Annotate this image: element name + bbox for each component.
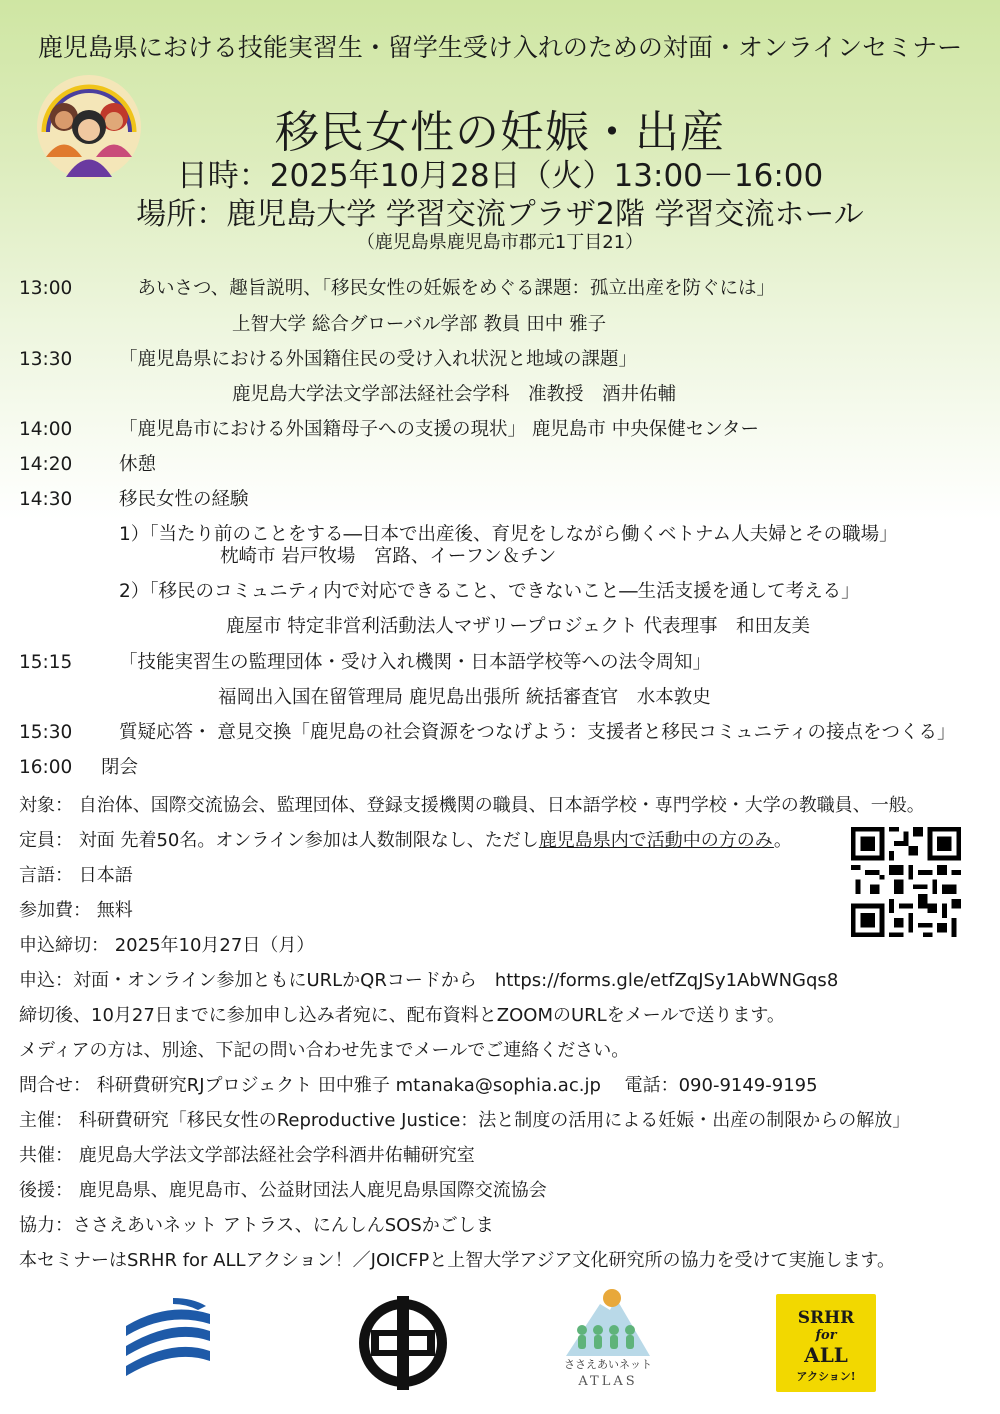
event-venue: 場所：鹿児島大学 学習交流プラザ2階 学習交流ホール [136, 197, 864, 232]
srhr-logo-line1: SRHR [797, 1308, 855, 1328]
schedule-text: 「鹿児島市における外国籍母子への支援の現状」 鹿児島市 中央保健センター [119, 419, 760, 440]
schedule-talk: 2）「移民のコミュニティ内で対応できること、できないこと―生活支援を通して考える」 [119, 581, 860, 602]
info-contact[interactable]: 問合せ： 科研費研究RJプロジェクト 田中雅子 mtanaka@sophia.ac.jp 電話：090-9149-9195 [19, 1075, 818, 1096]
schedule-time: 16:00 [19, 757, 73, 778]
atlas-logo-en: ATLAS [578, 1374, 638, 1389]
srhr-for-all-logo [776, 1294, 876, 1392]
info-deadline: 申込締切： 2025年10月27日（月） [19, 935, 315, 956]
schedule-text: 休憩 [119, 454, 157, 475]
info-cooperation: 協力：ささえあいネット アトラス、にんしんSOSかごしま [19, 1215, 494, 1236]
atlas-logo-jp: ささえあいネット [564, 1358, 652, 1371]
top-title: 鹿児島県における技能実習生・留学生受け入れのための対面・オンラインセミナー [37, 33, 963, 62]
schedule-row [19, 753, 138, 779]
schedule-speaker: 鹿屋市 特定非営利活動法人マザリープロジェクト 代表理事 和田友美 [226, 616, 810, 637]
schedule-time: 14:30 [19, 489, 73, 510]
qr-code[interactable] [846, 822, 966, 942]
info-note: 本セミナーはSRHR for ALLアクション！／JOICFPと上智大学アジア文化研究所の協力を受けて実施します。 [19, 1250, 896, 1271]
schedule-speaker: 上智大学 総合グローバル学部 教員 田中 雅子 [232, 314, 607, 335]
schedule-row [19, 450, 156, 476]
info-after-deadline: 締切後、10月27日までに参加申し込み者宛に、配布資料とZOOMのURLをメールで送ります。 [19, 1005, 785, 1026]
info-capacity: 定員： 対面 先着50名。オンライン参加は人数制限なし、ただし鹿児島県内で活動中の方のみ。 [19, 830, 792, 851]
kagoshima-prefecture-logo [118, 1296, 218, 1388]
schedule-talk: 1）「当たり前のことをする―日本で出産後、育児をしながら働くベトナム人夫婦とその職場」 [119, 524, 898, 545]
srhr-logo-line4: アクション! [796, 1370, 856, 1383]
info-media: メディアの方は、別途、下記の問い合わせ先までメールでご連絡ください。 [19, 1040, 630, 1061]
schedule-text: 「技能実習生の監理団体・受け入れ機関・日本語学校等への法令周知」 [119, 652, 712, 673]
schedule-row [19, 718, 956, 744]
schedule-row [19, 415, 759, 441]
schedule-text: 「鹿児島県における外国籍住民の受け入れ状況と地域の課題」 [119, 349, 638, 370]
info-fee: 参加費： 無料 [19, 900, 133, 921]
atlas-mountain-logo [560, 1286, 656, 1358]
info-language: 言語： 日本語 [19, 865, 133, 886]
schedule-row [19, 485, 249, 511]
schedule-row [19, 648, 711, 674]
schedule-time: 13:30 [19, 349, 73, 370]
schedule-time: 15:30 [19, 722, 73, 743]
schedule-time: 14:20 [19, 454, 73, 475]
srhr-logo-line2: for [815, 1328, 837, 1343]
schedule-speaker: 枕崎市 岩戸牧場 宮路、イーフン＆チン [220, 546, 557, 567]
schedule-speaker: 鹿児島大学法文学部法経社会学科 准教授 酒井佑輔 [232, 384, 677, 405]
info-organizer: 主催： 科研費研究「移民女性のReproductive Justice：法と制度の活用による妊娠・出産の制限からの解放」 [19, 1110, 911, 1131]
info-co-host: 共催： 鹿児島大学法文学部法経社会学科酒井佑輔研究室 [19, 1145, 475, 1166]
schedule-row [19, 345, 637, 371]
schedule-row [19, 274, 775, 300]
main-title: 移民女性の妊娠・出産 [275, 107, 725, 158]
schedule-text: あいさつ、趣旨説明、「移民女性の妊娠をめぐる課題：孤立出産を防ぐには」 [119, 278, 776, 299]
srhr-logo-line3: ALL [804, 1343, 848, 1367]
info-support: 後援： 鹿児島県、鹿児島市、公益財団法人鹿児島県国際交流協会 [19, 1180, 547, 1201]
event-date: 日時：2025年10月28日（火）13:00－16:00 [176, 158, 824, 194]
schedule-time: 14:00 [19, 419, 73, 440]
event-address: （鹿児島県鹿児島市郡元1丁目21） [356, 232, 644, 253]
info-target: 対象： 自治体、国際交流協会、監理団体、登録支援機関の職員、日本語学校・専門学校・大学の教職員、一般。 [19, 795, 925, 816]
schedule-text: 質疑応答・ 意見交換「鹿児島の社会資源をつなげよう：支援者と移民コミュニティの接点をつくる」 [119, 722, 956, 743]
schedule-time: 13:00 [19, 278, 73, 299]
schedule-text: 閉会 [101, 757, 139, 778]
schedule-text: 移民女性の経験 [119, 489, 249, 510]
schedule-speaker: 福岡出入国在留管理局 鹿児島出張所 統括審査官 水本敦史 [218, 687, 711, 708]
kagoshima-city-emblem [355, 1294, 451, 1392]
schedule-time: 15:15 [19, 652, 73, 673]
info-apply[interactable]: 申込：対面・オンライン参加ともにURLかQRコードから https://forms.gle/etfZqJSy1AbWNGqs8 [19, 970, 839, 991]
